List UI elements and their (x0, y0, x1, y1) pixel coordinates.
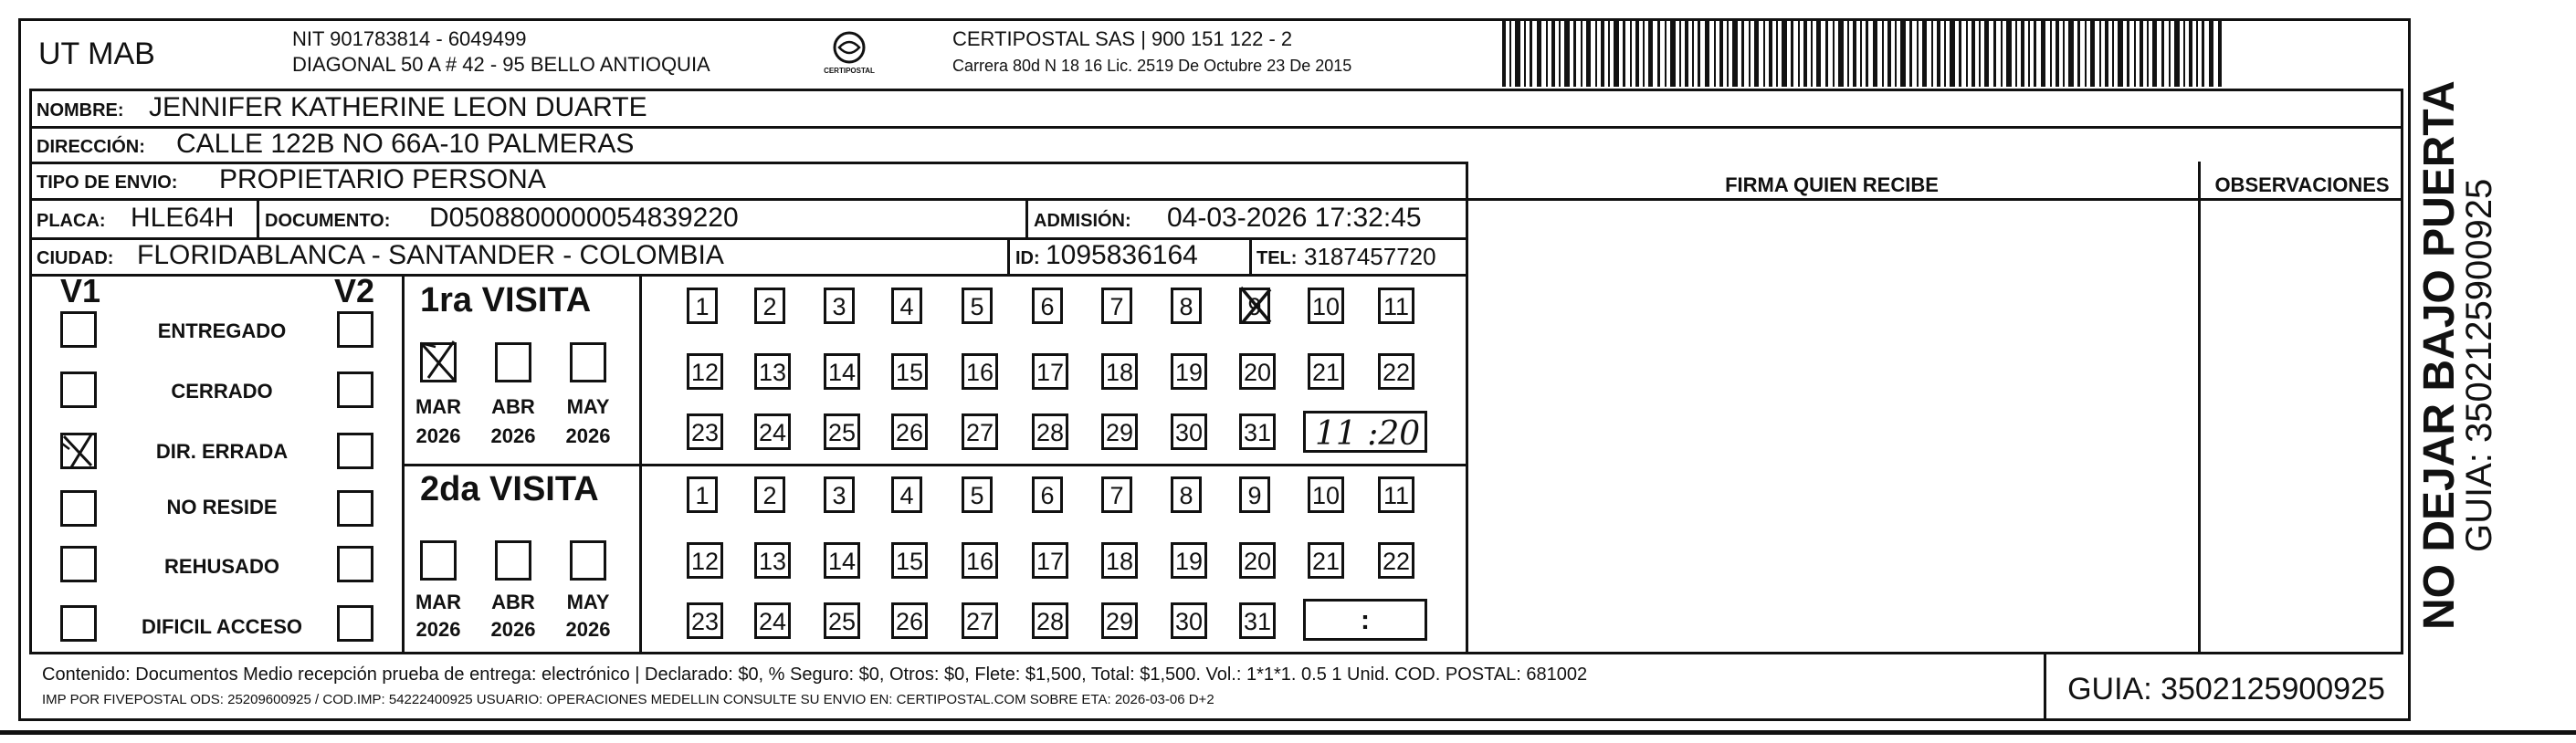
nombre-label: NOMBRE: (37, 100, 124, 120)
observaciones-label: OBSERVACIONES (2214, 173, 2390, 196)
second-visit-abr-label: ABR (491, 591, 535, 613)
second-visit-day-12[interactable]: 12 (687, 542, 723, 579)
handwritten-x-mark (417, 338, 459, 382)
second-visit-day-1[interactable]: 1 (687, 476, 718, 513)
first-visit-day-18[interactable]: 18 (1101, 353, 1138, 390)
first-visit-may-label: MAY (566, 395, 610, 418)
first-visit-day-12[interactable]: 12 (687, 353, 723, 390)
v1-no-reside-checkbox[interactable] (60, 490, 97, 527)
second-visit-day-23[interactable]: 23 (687, 602, 723, 639)
certipostal-logo (817, 27, 881, 82)
first-visit-day-6[interactable]: 6 (1032, 288, 1063, 324)
first-visit-day-22[interactable]: 22 (1378, 353, 1414, 390)
second-visit-day-17[interactable]: 17 (1032, 542, 1068, 579)
second-visit-may-year: 2026 (565, 618, 611, 641)
first-visit-may-checkbox[interactable] (570, 342, 606, 382)
no-dejar-bajo-puerta: NO DEJAR BAJO PUERTA (2415, 80, 2464, 630)
second-visit-abr-checkbox[interactable] (495, 540, 531, 581)
first-visit-mar-year: 2026 (415, 424, 461, 447)
first-visit-day-23[interactable]: 23 (687, 413, 723, 450)
second-visit-day-5[interactable]: 5 (962, 476, 993, 513)
second-visit-time: : (1361, 605, 1370, 635)
tel-value: 3187457720 (1304, 243, 1436, 270)
barcode (1502, 18, 2224, 87)
second-visit-day-24[interactable]: 24 (754, 602, 791, 639)
first-visit-day-27[interactable]: 27 (962, 413, 998, 450)
tel-divider (1249, 237, 1252, 274)
side-guia: GUIA: 3502125900925 (2459, 178, 2499, 552)
first-visit-time-box[interactable] (1303, 411, 1427, 453)
company-nit: NIT 901783814 - 6049499 (292, 27, 527, 50)
firma-left-border (1466, 162, 1468, 654)
second-visit-title: 2da VISITA (420, 470, 599, 508)
status-dir-errada: DIR. ERRADA (155, 440, 289, 463)
first-visit-day-5[interactable]: 5 (962, 288, 993, 324)
first-visit-abr-label: ABR (491, 395, 535, 418)
second-visit-day-22[interactable]: 22 (1378, 542, 1414, 579)
second-visit-mar-year: 2026 (415, 618, 461, 641)
second-visit-abr-year: 2026 (490, 618, 536, 641)
first-visit-day-17[interactable]: 17 (1032, 353, 1068, 390)
placa-label: PLACA: (37, 211, 106, 231)
first-visit-day-2[interactable]: 2 (754, 288, 785, 324)
second-visit-day-6[interactable]: 6 (1032, 476, 1063, 513)
company-address: DIAGONAL 50 A # 42 - 95 BELLO ANTIOQUIA (292, 53, 710, 76)
direccion-label: DIRECCIÓN: (37, 137, 145, 157)
first-visit-day-30[interactable]: 30 (1171, 413, 1207, 450)
second-visit-may-checkbox[interactable] (570, 540, 606, 581)
carrier-address: Carrera 80d N 18 16 Lic. 2519 De Octubre 23 De 2015 (952, 57, 1352, 75)
obs-left-border (2198, 162, 2201, 654)
documento-label: DOCUMENTO: (265, 211, 391, 231)
first-visit-time: 11 :20 (1315, 415, 1421, 453)
first-visit-abr-checkbox[interactable] (495, 342, 531, 382)
placa-value: HLE64H (131, 203, 235, 233)
first-visit-day-9[interactable]: 9 (1239, 288, 1270, 324)
second-visit-day-13[interactable]: 13 (754, 542, 791, 579)
visit-separator (402, 464, 1467, 466)
admision-value: 04-03-2026 17:32:45 (1167, 203, 1422, 233)
bottom-shadow-line (0, 730, 2576, 735)
second-visit-day-10[interactable]: 10 (1308, 476, 1344, 513)
v2-no-reside-checkbox[interactable] (337, 490, 373, 527)
second-visit-day-18[interactable]: 18 (1101, 542, 1138, 579)
first-visit-day-14[interactable]: 14 (824, 353, 860, 390)
second-visit-day-25[interactable]: 25 (824, 602, 860, 639)
placa-divider (257, 198, 259, 237)
v1-cerrado-checkbox[interactable] (60, 372, 97, 408)
first-visit-day-29[interactable]: 29 (1101, 413, 1138, 450)
handwritten-x-mark (1235, 284, 1276, 326)
first-visit-day-26[interactable]: 26 (891, 413, 928, 450)
second-visit-day-29[interactable]: 29 (1101, 602, 1138, 639)
first-visit-day-10[interactable]: 10 (1308, 288, 1344, 324)
row-line-5 (29, 274, 1467, 277)
second-visit-mar-checkbox[interactable] (420, 540, 457, 581)
status-no-reside: NO RESIDE (166, 496, 278, 518)
first-visit-day-1[interactable]: 1 (687, 288, 718, 324)
v1-dificil-acceso-checkbox[interactable] (60, 605, 97, 642)
second-visit-day-9[interactable]: 9 (1239, 476, 1270, 513)
id-value: 1095836164 (1046, 240, 1198, 270)
second-visit-day-2[interactable]: 2 (754, 476, 785, 513)
id-label: ID: (1015, 248, 1040, 268)
first-visit-day-7[interactable]: 7 (1101, 288, 1132, 324)
second-visit-may-label: MAY (566, 591, 610, 613)
first-visit-day-25[interactable]: 25 (824, 413, 860, 450)
first-visit-day-11[interactable]: 11 (1378, 288, 1414, 324)
company-name: UT MAB (38, 37, 155, 71)
second-visit-day-31[interactable]: 31 (1239, 602, 1276, 639)
ciudad-label: CIUDAD: (37, 248, 114, 268)
tel-label: TEL: (1256, 248, 1298, 268)
first-visit-may-year: 2026 (565, 424, 611, 447)
second-visit-day-3[interactable]: 3 (824, 476, 855, 513)
second-visit-day-30[interactable]: 30 (1171, 602, 1207, 639)
admision-divider (1025, 198, 1028, 237)
first-visit-abr-year: 2026 (490, 424, 536, 447)
first-visit-day-13[interactable]: 13 (754, 353, 791, 390)
first-visit-day-4[interactable]: 4 (891, 288, 922, 324)
handwritten-x-mark (60, 433, 97, 469)
status-rehusado: REHUSADO (164, 555, 279, 578)
second-visit-day-14[interactable]: 14 (824, 542, 860, 579)
footer-guia: GUIA: 3502125900925 (2067, 672, 2385, 706)
firma-quien-recibe: FIRMA QUIEN RECIBE (1725, 173, 1939, 196)
second-visit-day-4[interactable]: 4 (891, 476, 922, 513)
first-visit-day-15[interactable]: 15 (891, 353, 928, 390)
second-visit-day-28[interactable]: 28 (1032, 602, 1068, 639)
first-visit-mar-checkbox[interactable] (420, 342, 457, 382)
v2-header: V2 (334, 272, 375, 309)
status-entregado: ENTREGADO (157, 319, 287, 342)
logo-text: CERTIPOSTAL (824, 67, 875, 75)
second-visit-day-26[interactable]: 26 (891, 602, 928, 639)
second-visit-day-8[interactable]: 8 (1171, 476, 1202, 513)
first-visit-day-8[interactable]: 8 (1171, 288, 1202, 324)
v2-entregado-checkbox[interactable] (337, 311, 373, 348)
carrier-name: CERTIPOSTAL SAS | 900 151 122 - 2 (952, 27, 1293, 50)
first-visit-day-3[interactable]: 3 (824, 288, 855, 324)
second-visit-day-15[interactable]: 15 (891, 542, 928, 579)
status-dificil-acceso: DIFICIL ACCESO (141, 615, 302, 638)
v1-entregado-checkbox[interactable] (60, 311, 97, 348)
v2-rehusado-checkbox[interactable] (337, 546, 373, 582)
v1-header: V1 (60, 272, 101, 309)
second-visit-day-16[interactable]: 16 (962, 542, 998, 579)
status-cerrado: CERRADO (171, 380, 273, 403)
footer-imp: IMP POR FIVEPOSTAL ODS: 25209600925 / COD.IMP: 54222400925 USUARIO: OPERACIONES MEDELLIN CONSULTE SU ENVIO EN: CERTIPOSTAL.COM SOBRE ETA: 2026-03-06 D+2 (42, 692, 1214, 707)
first-visit-day-24[interactable]: 24 (754, 413, 791, 450)
second-visit-day-11[interactable]: 11 (1378, 476, 1414, 513)
second-visit-day-27[interactable]: 27 (962, 602, 998, 639)
first-visit-mar-label: MAR (415, 395, 462, 418)
row-line-3 (29, 198, 2403, 201)
second-visit-time-box[interactable] (1303, 599, 1427, 641)
documento-value: D0508800000054839220 (429, 203, 739, 233)
first-visit-day-19[interactable]: 19 (1171, 353, 1207, 390)
ciudad-value: FLORIDABLANCA - SANTANDER - COLOMBIA (137, 240, 724, 270)
first-visit-day-21[interactable]: 21 (1308, 353, 1344, 390)
direccion-value: CALLE 122B NO 66A-10 PALMERAS (176, 129, 635, 159)
tipo-envio-label: TIPO DE ENVIO: (37, 173, 178, 193)
second-visit-day-7[interactable]: 7 (1101, 476, 1132, 513)
footer-contenido: Contenido: Documentos Medio recepción prueba de entrega: electrónico | Declarado: $0, % Seguro: $0, Otros: $0, Flete: $1,500, Total: $1,500. Vol.: 1*1*1. 0.5 1 Unid. COD. POSTAL: 681002 (42, 665, 1588, 685)
id-divider (1007, 237, 1010, 274)
first-visit-day-16[interactable]: 16 (962, 353, 998, 390)
first-visit-day-31[interactable]: 31 (1239, 413, 1276, 450)
second-visit-day-21[interactable]: 21 (1308, 542, 1344, 579)
first-visit-title: 1ra VISITA (420, 281, 592, 319)
tipo-envio-value: PROPIETARIO PERSONA (219, 164, 546, 194)
v1-rehusado-checkbox[interactable] (60, 546, 97, 582)
second-visit-day-19[interactable]: 19 (1171, 542, 1207, 579)
second-visit-day-20[interactable]: 20 (1239, 542, 1276, 579)
first-visit-day-28[interactable]: 28 (1032, 413, 1068, 450)
nombre-value: JENNIFER KATHERINE LEON DUARTE (149, 92, 647, 122)
v2-dificil-acceso-checkbox[interactable] (337, 605, 373, 642)
second-visit-mar-label: MAR (415, 591, 462, 613)
v2-dir-errada-checkbox[interactable] (337, 433, 373, 469)
v2-cerrado-checkbox[interactable] (337, 372, 373, 408)
first-visit-day-20[interactable]: 20 (1239, 353, 1276, 390)
admision-label: ADMISIÓN: (1034, 211, 1131, 231)
v1-dir-errada-checkbox[interactable] (60, 433, 97, 469)
